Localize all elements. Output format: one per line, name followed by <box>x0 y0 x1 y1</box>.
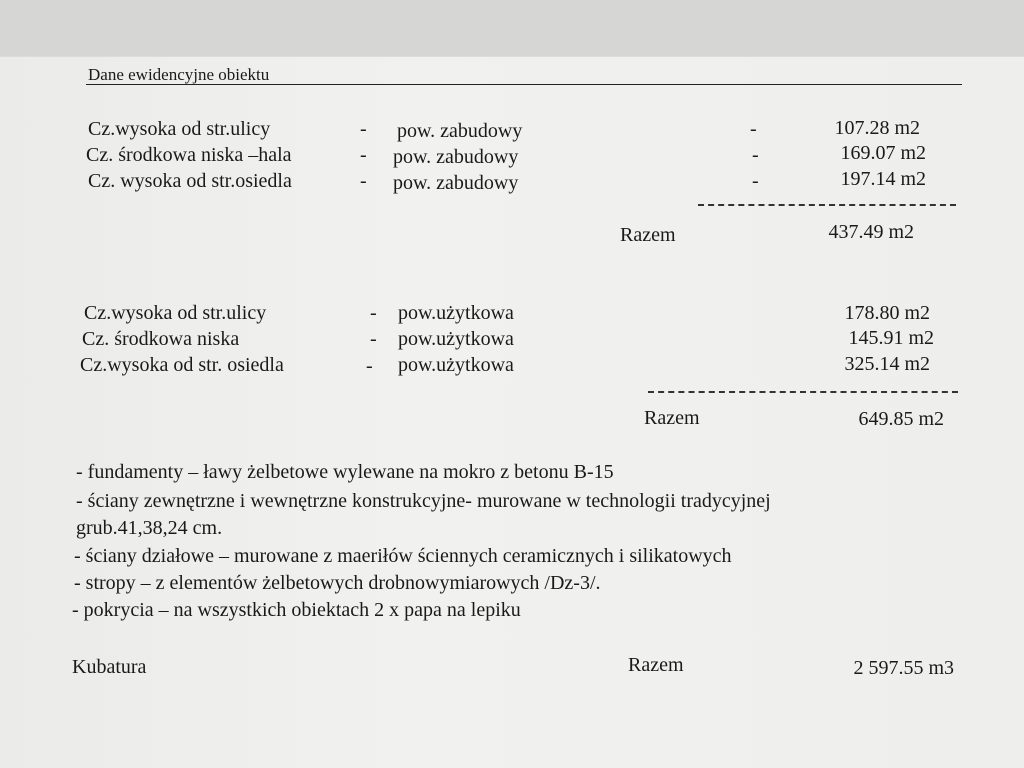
zab-row-3-dash: - <box>360 170 367 192</box>
spec-line-3: grub.41,38,24 cm. <box>76 517 223 539</box>
spec-line-2: - ściany zewnętrzne i wewnętrzne konstrukcyjne- murowane w technologii tradycyjnej <box>76 490 771 512</box>
zab-sum-rule <box>698 204 956 206</box>
spec-line-1: - fundamenty – ławy żelbetowe wylewane na mokro z betonu B-15 <box>76 461 614 483</box>
uz-row-3-value: 325.14 m2 <box>844 353 930 375</box>
zab-row-1-name: Cz.wysoka od str.ulicy <box>88 118 271 140</box>
uz-sum-rule <box>648 391 958 393</box>
zab-row-2-dash: - <box>360 144 367 166</box>
kubatura-value: 2 597.55 m3 <box>853 657 954 679</box>
zab-total-label: Razem <box>620 224 676 246</box>
zab-row-2-dash2: - <box>752 144 759 166</box>
uz-row-3-dash: - <box>366 355 373 377</box>
uz-total-value: 649.85 m2 <box>858 408 944 430</box>
zab-row-2-type: pow. zabudowy <box>393 146 519 168</box>
zab-row-2-value: 169.07 m2 <box>840 142 926 164</box>
zab-row-1-type: pow. zabudowy <box>397 120 523 142</box>
kubatura-total-label: Razem <box>628 654 684 676</box>
uz-row-2-type: pow.użytkowa <box>398 328 514 350</box>
uz-row-2-dash: - <box>370 328 377 350</box>
spec-line-5: - stropy – z elementów żelbetowych drobnowymiarowych /Dz-3/. <box>74 572 601 594</box>
uz-row-1-dash: - <box>370 302 377 324</box>
uz-row-1-value: 178.80 m2 <box>844 302 930 324</box>
header-underline <box>86 84 962 85</box>
uz-row-1-type: pow.użytkowa <box>398 302 514 324</box>
zab-row-1-value: 107.28 m2 <box>834 117 920 139</box>
uz-row-1-name: Cz.wysoka od str.ulicy <box>84 302 267 324</box>
kubatura-label: Kubatura <box>72 656 147 678</box>
zab-row-2-name: Cz. środkowa niska –hala <box>86 144 292 166</box>
zab-row-3-type: pow. zabudowy <box>393 172 519 194</box>
zab-row-3-name: Cz. wysoka od str.osiedla <box>88 170 292 192</box>
uz-row-2-value: 145.91 m2 <box>848 327 934 349</box>
zab-total-value: 437.49 m2 <box>828 221 914 243</box>
zab-row-3-dash2: - <box>752 170 759 192</box>
zab-row-3-value: 197.14 m2 <box>840 168 926 190</box>
uz-total-label: Razem <box>644 407 700 429</box>
uz-row-2-name: Cz. środkowa niska <box>82 328 240 350</box>
section-title: Dane ewidencyjne obiektu <box>88 65 270 84</box>
zab-row-1-dash2: - <box>750 118 757 140</box>
spec-line-6: - pokrycia – na wszystkich obiektach 2 x papa na lepiku <box>72 599 521 621</box>
uz-row-3-name: Cz.wysoka od str. osiedla <box>80 354 284 376</box>
zab-row-1-dash: - <box>360 118 367 140</box>
uz-row-3-type: pow.użytkowa <box>398 354 514 376</box>
spec-line-4: - ściany działowe – murowane z maeriłów ściennych ceramicznych i silikatowych <box>74 545 732 567</box>
